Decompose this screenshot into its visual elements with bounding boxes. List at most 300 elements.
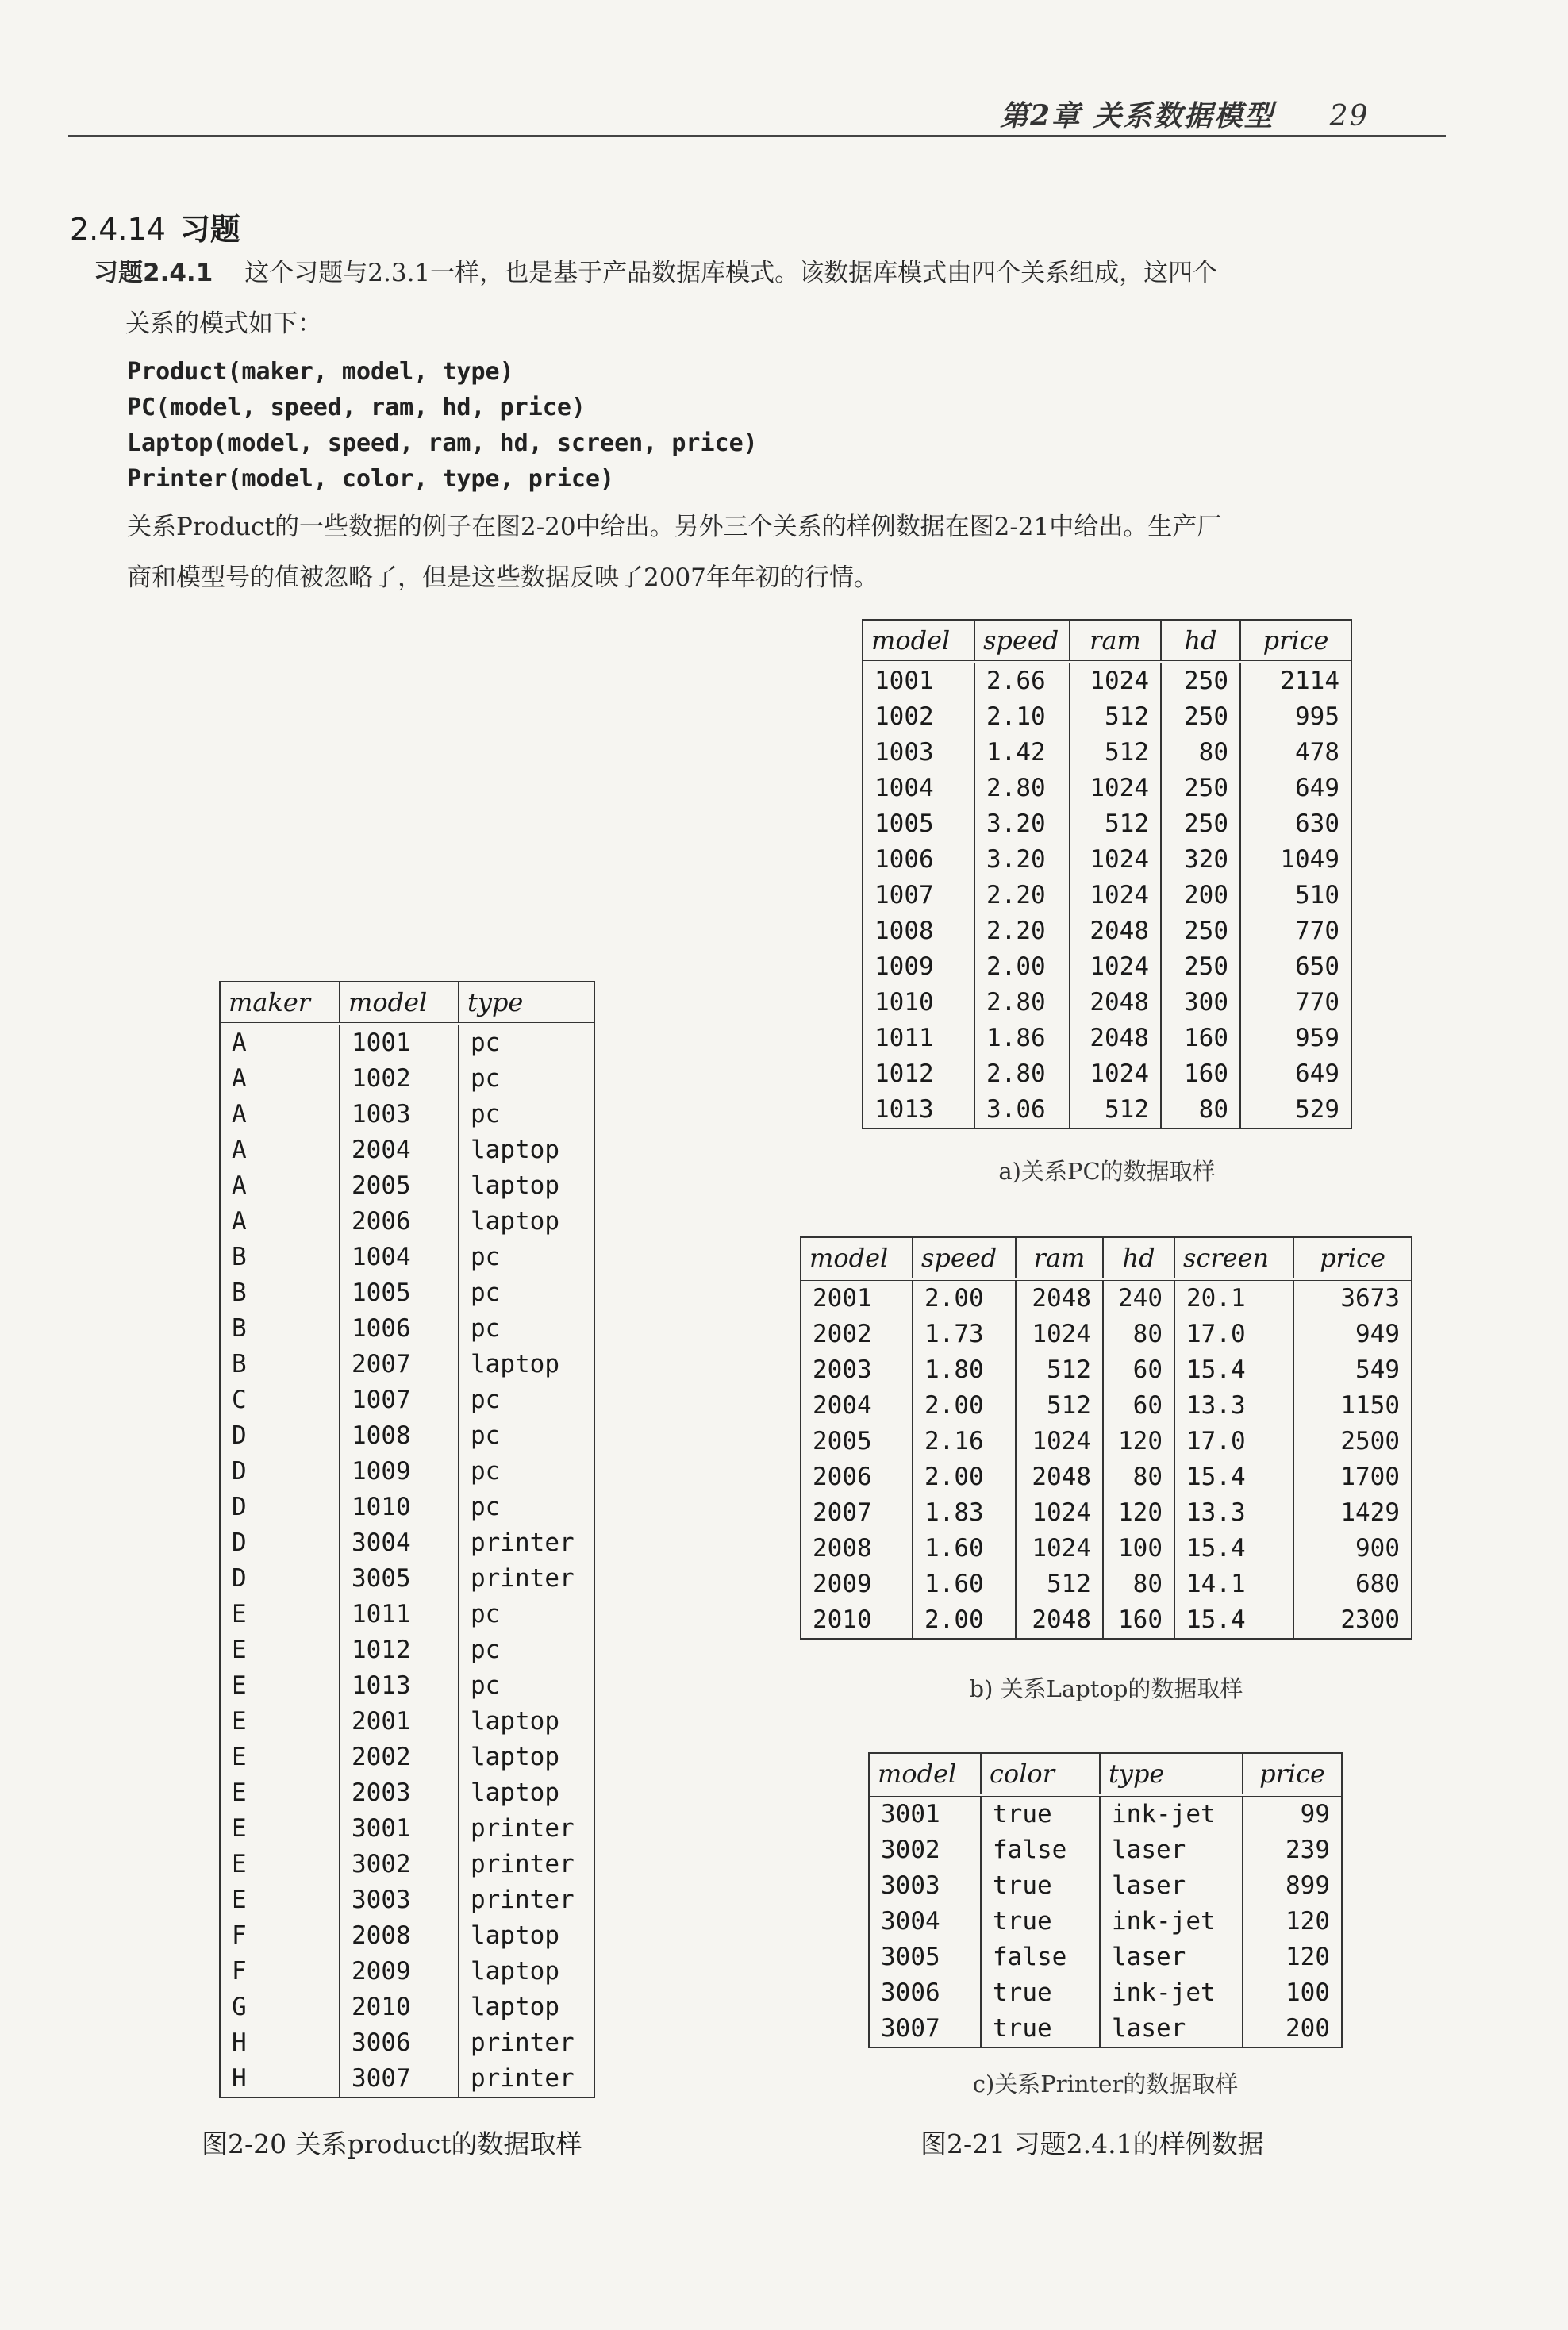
table-cell-screen: 13.3 bbox=[1174, 1495, 1293, 1531]
table-cell-price: 650 bbox=[1240, 949, 1351, 985]
table-cell-screen: 17.0 bbox=[1174, 1424, 1293, 1459]
table-cell-maker: C bbox=[232, 1386, 247, 1414]
table-cell-type: pc bbox=[459, 1061, 594, 1097]
table-cell-maker: A bbox=[232, 1029, 247, 1057]
schema-product: Product(maker, model, type) bbox=[127, 358, 514, 386]
table-cell-speed: 1.86 bbox=[974, 1021, 1070, 1056]
table-cell-price: 510 bbox=[1240, 878, 1351, 913]
product-table-box bbox=[219, 981, 595, 2098]
table-cell-model: 2002 bbox=[813, 1320, 872, 1348]
table-cell-type: laptop bbox=[459, 1132, 594, 1168]
table-cell-type: laptop bbox=[459, 1168, 594, 1204]
table-cell-hd: 250 bbox=[1161, 662, 1240, 699]
table-cell-hd: 120 bbox=[1103, 1495, 1174, 1531]
table-row bbox=[221, 1918, 594, 1954]
table-cell-speed: 1.60 bbox=[913, 1531, 1016, 1567]
table-cell-type: laptop bbox=[459, 1954, 594, 1990]
table-cell-price: 900 bbox=[1293, 1531, 1411, 1567]
table-cell-ram: 512 bbox=[1070, 1092, 1161, 1128]
table-cell-type: printer bbox=[459, 2061, 594, 2097]
exercise-intro-line1: 这个习题与2.3.1一样，也是基于产品数据库模式。该数据库模式由四个关系组成，这四个 bbox=[244, 259, 1218, 287]
table-cell-speed: 3.06 bbox=[974, 1092, 1070, 1128]
table-cell-model: 1012 bbox=[340, 1632, 459, 1668]
table-cell-speed: 1.73 bbox=[913, 1317, 1016, 1352]
table-row bbox=[221, 1061, 594, 1097]
table-cell-type: pc bbox=[459, 1024, 594, 1061]
table-cell-model: 2006 bbox=[813, 1463, 872, 1491]
table-cell-model: 2007 bbox=[340, 1347, 459, 1382]
figure-2-21-caption: 图2-21 习题2.4.1的样例数据 bbox=[920, 2128, 1264, 2159]
table-cell-model: 1011 bbox=[340, 1597, 459, 1632]
table-cell-maker: E bbox=[232, 1743, 247, 1771]
table-cell-maker: B bbox=[232, 1314, 247, 1343]
table-row bbox=[221, 1811, 594, 1847]
table-cell-model: 1008 bbox=[340, 1418, 459, 1454]
table-cell-hd: 250 bbox=[1161, 949, 1240, 985]
table-cell-model: 1011 bbox=[874, 1024, 934, 1052]
table-cell-ram: 2048 bbox=[1016, 1602, 1103, 1638]
table-cell-speed: 2.00 bbox=[974, 949, 1070, 985]
table-cell-ram: 512 bbox=[1016, 1567, 1103, 1602]
table-cell-model: 2003 bbox=[340, 1775, 459, 1811]
table-cell-color: false bbox=[981, 1832, 1100, 1868]
table-row bbox=[863, 842, 1351, 878]
table-cell-hd: 100 bbox=[1103, 1531, 1174, 1567]
column-header-speed: speed bbox=[974, 621, 1070, 662]
table-cell-model: 2008 bbox=[340, 1918, 459, 1954]
table-cell-model: 2002 bbox=[340, 1740, 459, 1775]
table-cell-model: 1009 bbox=[874, 952, 934, 981]
table-row bbox=[863, 735, 1351, 771]
table-row bbox=[863, 806, 1351, 842]
table-row bbox=[221, 2025, 594, 2061]
section-heading bbox=[70, 205, 240, 248]
table-row bbox=[221, 2061, 594, 2097]
column-header-model: model bbox=[340, 982, 459, 1024]
chapter-title: 第2章 关系数据模型 bbox=[1000, 99, 1274, 133]
table-cell-model: 1013 bbox=[874, 1095, 934, 1124]
table-row bbox=[221, 1990, 594, 2025]
table-cell-maker: B bbox=[232, 1243, 247, 1271]
table-cell-hd: 80 bbox=[1103, 1459, 1174, 1495]
table-cell-model: 1004 bbox=[874, 774, 934, 802]
table-cell-screen: 15.4 bbox=[1174, 1602, 1293, 1638]
table-cell-hd: 250 bbox=[1161, 806, 1240, 842]
table-cell-hd: 80 bbox=[1103, 1567, 1174, 1602]
table-cell-screen: 17.0 bbox=[1174, 1317, 1293, 1352]
table-cell-ram: 512 bbox=[1070, 699, 1161, 735]
table-row bbox=[221, 1561, 594, 1597]
column-header-price: price bbox=[1293, 1238, 1411, 1279]
table-cell-price: 3673 bbox=[1293, 1279, 1411, 1317]
page-number: 29 bbox=[1329, 100, 1370, 133]
table-cell-speed: 2.10 bbox=[974, 699, 1070, 735]
table-cell-model: 1010 bbox=[874, 988, 934, 1017]
table-cell-type: laptop bbox=[459, 1347, 594, 1382]
table-row bbox=[870, 1868, 1341, 1904]
table-cell-speed: 2.20 bbox=[974, 878, 1070, 913]
table-cell-model: 2001 bbox=[813, 1284, 872, 1313]
description-line2: 商和模型号的值被忽略了，但是这些数据反映了2007年年初的行情。 bbox=[127, 563, 878, 592]
column-header-speed: speed bbox=[913, 1238, 1016, 1279]
table-cell-price: 1429 bbox=[1293, 1495, 1411, 1531]
table-cell-price: 2114 bbox=[1240, 662, 1351, 699]
table-row bbox=[221, 1168, 594, 1204]
table-cell-speed: 2.16 bbox=[913, 1424, 1016, 1459]
exercise-description bbox=[127, 502, 1460, 603]
table-row bbox=[870, 1832, 1341, 1868]
table-cell-maker: E bbox=[232, 1778, 247, 1807]
table-cell-type: ink-jet bbox=[1100, 1904, 1243, 1940]
column-header-maker: maker bbox=[221, 982, 340, 1024]
table-cell-model: 3003 bbox=[340, 1882, 459, 1918]
table-cell-screen: 14.1 bbox=[1174, 1567, 1293, 1602]
table-cell-model: 1005 bbox=[340, 1275, 459, 1311]
table-cell-type: printer bbox=[459, 1882, 594, 1918]
table-cell-ram: 1024 bbox=[1016, 1317, 1103, 1352]
table-cell-hd: 60 bbox=[1103, 1352, 1174, 1388]
table-row bbox=[221, 1668, 594, 1704]
table-cell-speed: 1.60 bbox=[913, 1567, 1016, 1602]
exercise-intro-line2: 关系的模式如下： bbox=[125, 310, 322, 338]
table-cell-color: true bbox=[981, 1904, 1100, 1940]
table-row bbox=[221, 1132, 594, 1168]
table-cell-model: 2001 bbox=[340, 1704, 459, 1740]
exercise-intro bbox=[94, 248, 1458, 349]
table-cell-model: 1006 bbox=[874, 845, 934, 874]
table-cell-model: 1007 bbox=[340, 1382, 459, 1418]
table-row bbox=[863, 913, 1351, 949]
table-cell-type: pc bbox=[459, 1490, 594, 1525]
printer-table-box bbox=[868, 1752, 1343, 2048]
table-cell-price: 478 bbox=[1240, 735, 1351, 771]
table-cell-speed: 2.80 bbox=[974, 1056, 1070, 1092]
table-cell-model: 2005 bbox=[813, 1427, 872, 1455]
table-cell-model: 1003 bbox=[340, 1097, 459, 1132]
table-cell-speed: 2.00 bbox=[913, 1459, 1016, 1495]
printer-table-caption: c)关系Printer的数据取样 bbox=[972, 2070, 1239, 2097]
table-cell-type: laptop bbox=[459, 1204, 594, 1240]
table-cell-type: ink-jet bbox=[1100, 1975, 1243, 2011]
table-cell-model: 2009 bbox=[340, 1954, 459, 1990]
table-cell-screen: 15.4 bbox=[1174, 1459, 1293, 1495]
table-row bbox=[863, 878, 1351, 913]
table-cell-model: 2004 bbox=[340, 1132, 459, 1168]
laptop-table-box bbox=[800, 1236, 1412, 1640]
table-row bbox=[801, 1352, 1411, 1388]
table-cell-ram: 1024 bbox=[1016, 1531, 1103, 1567]
table-cell-model: 1005 bbox=[874, 809, 934, 838]
table-cell-maker: G bbox=[232, 1993, 247, 2021]
table-cell-ram: 2048 bbox=[1070, 1021, 1161, 1056]
table-cell-price: 2300 bbox=[1293, 1602, 1411, 1638]
table-cell-model: 3006 bbox=[881, 1978, 940, 2007]
table-cell-speed: 3.20 bbox=[974, 806, 1070, 842]
table-row bbox=[801, 1459, 1411, 1495]
column-header-ram: ram bbox=[1070, 621, 1161, 662]
table-cell-type: laser bbox=[1100, 1832, 1243, 1868]
table-cell-model: 3002 bbox=[881, 1836, 940, 1864]
table-cell-hd: 60 bbox=[1103, 1388, 1174, 1424]
table-cell-type: laptop bbox=[459, 1704, 594, 1740]
table-cell-type: pc bbox=[459, 1597, 594, 1632]
table-cell-hd: 160 bbox=[1161, 1021, 1240, 1056]
table-cell-model: 1013 bbox=[340, 1668, 459, 1704]
table-cell-hd: 120 bbox=[1103, 1424, 1174, 1459]
table-cell-model: 1007 bbox=[874, 881, 934, 909]
table-cell-type: pc bbox=[459, 1240, 594, 1275]
column-header-model: model bbox=[801, 1238, 913, 1279]
table-cell-type: laser bbox=[1100, 1868, 1243, 1904]
schema-list bbox=[127, 354, 758, 497]
table-row bbox=[863, 1056, 1351, 1092]
pc-table-box bbox=[862, 619, 1352, 1129]
table-cell-model: 2008 bbox=[813, 1534, 872, 1563]
table-cell-model: 1001 bbox=[340, 1024, 459, 1061]
table-cell-hd: 250 bbox=[1161, 699, 1240, 735]
table-cell-model: 2005 bbox=[340, 1168, 459, 1204]
table-cell-maker: E bbox=[232, 1671, 247, 1700]
table-row bbox=[221, 1490, 594, 1525]
table-cell-price: 100 bbox=[1243, 1975, 1341, 2011]
table-row bbox=[221, 1882, 594, 1918]
table-cell-hd: 80 bbox=[1103, 1317, 1174, 1352]
product-table bbox=[221, 982, 594, 2097]
table-cell-model: 3006 bbox=[340, 2025, 459, 2061]
table-cell-ram: 512 bbox=[1070, 735, 1161, 771]
table-row bbox=[801, 1424, 1411, 1459]
table-cell-type: printer bbox=[459, 2025, 594, 2061]
table-row bbox=[221, 1454, 594, 1490]
table-row bbox=[221, 1204, 594, 1240]
table-cell-maker: E bbox=[232, 1636, 247, 1664]
table-cell-maker: D bbox=[232, 1457, 247, 1486]
section-number: 2.4.14 bbox=[70, 212, 166, 247]
table-cell-speed: 1.83 bbox=[913, 1495, 1016, 1531]
table-cell-model: 3001 bbox=[340, 1811, 459, 1847]
table-cell-type: pc bbox=[459, 1454, 594, 1490]
table-cell-price: 1049 bbox=[1240, 842, 1351, 878]
table-row bbox=[221, 1418, 594, 1454]
table-row bbox=[221, 1847, 594, 1882]
table-cell-price: 649 bbox=[1240, 771, 1351, 806]
schema-pc: PC(model, speed, ram, hd, price) bbox=[127, 394, 586, 421]
column-header-type: type bbox=[1100, 1754, 1243, 1795]
column-header-color: color bbox=[981, 1754, 1100, 1795]
table-cell-speed: 2.00 bbox=[913, 1602, 1016, 1638]
table-cell-screen: 13.3 bbox=[1174, 1388, 1293, 1424]
pc-table bbox=[863, 621, 1351, 1128]
table-cell-model: 1003 bbox=[874, 738, 934, 767]
table-cell-ram: 1024 bbox=[1070, 949, 1161, 985]
table-cell-maker: A bbox=[232, 1100, 247, 1128]
schema-printer: Printer(model, color, type, price) bbox=[127, 465, 615, 493]
table-cell-maker: H bbox=[232, 2028, 247, 2057]
table-cell-price: 649 bbox=[1240, 1056, 1351, 1092]
table-row bbox=[801, 1317, 1411, 1352]
table-cell-maker: D bbox=[232, 1564, 247, 1593]
pc-table-caption: a)关系PC的数据取样 bbox=[998, 1158, 1216, 1185]
table-row bbox=[221, 1097, 594, 1132]
table-cell-type: pc bbox=[459, 1668, 594, 1704]
table-row bbox=[870, 1795, 1341, 1832]
table-cell-model: 3007 bbox=[881, 2014, 940, 2043]
table-row bbox=[870, 1975, 1341, 2011]
table-header-row bbox=[221, 982, 594, 1024]
table-row bbox=[221, 1024, 594, 1061]
description-line1: 关系Product的一些数据的例子在图2-20中给出。另外三个关系的样例数据在图2-21中给出。生产厂 bbox=[127, 513, 1222, 541]
table-cell-screen: 15.4 bbox=[1174, 1352, 1293, 1388]
table-cell-model: 1009 bbox=[340, 1454, 459, 1490]
table-cell-price: 770 bbox=[1240, 985, 1351, 1021]
column-header-screen: screen bbox=[1174, 1238, 1293, 1279]
column-header-type: type bbox=[459, 982, 594, 1024]
table-row bbox=[221, 1597, 594, 1632]
table-row bbox=[801, 1279, 1411, 1317]
table-cell-price: 959 bbox=[1240, 1021, 1351, 1056]
table-row bbox=[870, 2011, 1341, 2047]
table-cell-type: pc bbox=[459, 1275, 594, 1311]
table-cell-price: 120 bbox=[1243, 1904, 1341, 1940]
table-cell-ram: 1024 bbox=[1016, 1495, 1103, 1531]
table-row bbox=[863, 985, 1351, 1021]
table-cell-type: pc bbox=[459, 1418, 594, 1454]
table-cell-ram: 512 bbox=[1070, 806, 1161, 842]
table-cell-type: printer bbox=[459, 1525, 594, 1561]
table-cell-price: 1150 bbox=[1293, 1388, 1411, 1424]
table-cell-price: 995 bbox=[1240, 699, 1351, 735]
table-row bbox=[221, 1704, 594, 1740]
table-cell-color: true bbox=[981, 1868, 1100, 1904]
table-cell-price: 200 bbox=[1243, 2011, 1341, 2047]
table-cell-type: pc bbox=[459, 1311, 594, 1347]
table-row bbox=[863, 699, 1351, 735]
table-header-row bbox=[870, 1754, 1341, 1795]
table-cell-price: 529 bbox=[1240, 1092, 1351, 1128]
table-cell-price: 2500 bbox=[1293, 1424, 1411, 1459]
column-header-model: model bbox=[870, 1754, 981, 1795]
column-header-ram: ram bbox=[1016, 1238, 1103, 1279]
table-cell-speed: 2.20 bbox=[974, 913, 1070, 949]
table-cell-maker: E bbox=[232, 1707, 247, 1736]
table-cell-model: 3004 bbox=[881, 1907, 940, 1936]
table-row bbox=[221, 1240, 594, 1275]
table-cell-model: 2004 bbox=[813, 1391, 872, 1420]
table-row bbox=[801, 1567, 1411, 1602]
table-cell-maker: A bbox=[232, 1064, 247, 1093]
table-row bbox=[801, 1602, 1411, 1638]
table-cell-price: 239 bbox=[1243, 1832, 1341, 1868]
table-row bbox=[870, 1940, 1341, 1975]
table-cell-speed: 3.20 bbox=[974, 842, 1070, 878]
table-cell-model: 2010 bbox=[813, 1605, 872, 1634]
table-header-row bbox=[801, 1238, 1411, 1279]
table-cell-model: 2009 bbox=[813, 1570, 872, 1598]
table-cell-speed: 2.80 bbox=[974, 771, 1070, 806]
table-cell-type: laptop bbox=[459, 1740, 594, 1775]
table-cell-model: 1002 bbox=[874, 702, 934, 731]
table-cell-hd: 160 bbox=[1103, 1602, 1174, 1638]
table-cell-model: 2010 bbox=[340, 1990, 459, 2025]
table-cell-ram: 2048 bbox=[1070, 913, 1161, 949]
table-cell-maker: E bbox=[232, 1850, 247, 1878]
table-row bbox=[863, 662, 1351, 699]
table-row bbox=[221, 1275, 594, 1311]
table-row bbox=[221, 1954, 594, 1990]
table-cell-maker: D bbox=[232, 1421, 247, 1450]
table-cell-model: 1010 bbox=[340, 1490, 459, 1525]
table-row bbox=[221, 1382, 594, 1418]
table-cell-hd: 80 bbox=[1161, 1092, 1240, 1128]
table-cell-model: 3003 bbox=[881, 1871, 940, 1900]
table-cell-type: laptop bbox=[459, 1990, 594, 2025]
table-cell-price: 680 bbox=[1293, 1567, 1411, 1602]
schema-laptop: Laptop(model, speed, ram, hd, screen, price) bbox=[127, 429, 758, 457]
table-row bbox=[863, 771, 1351, 806]
table-cell-ram: 512 bbox=[1016, 1352, 1103, 1388]
table-cell-model: 3001 bbox=[881, 1800, 940, 1828]
exercise-label: 习题2.4.1 bbox=[94, 259, 213, 287]
table-cell-model: 2006 bbox=[340, 1204, 459, 1240]
table-cell-type: pc bbox=[459, 1382, 594, 1418]
table-cell-type: pc bbox=[459, 1097, 594, 1132]
table-cell-hd: 320 bbox=[1161, 842, 1240, 878]
table-cell-model: 2003 bbox=[813, 1355, 872, 1384]
table-cell-hd: 240 bbox=[1103, 1279, 1174, 1317]
table-cell-model: 3005 bbox=[881, 1943, 940, 1971]
table-cell-ram: 1024 bbox=[1070, 662, 1161, 699]
table-cell-type: printer bbox=[459, 1811, 594, 1847]
table-cell-color: true bbox=[981, 2011, 1100, 2047]
table-cell-ram: 1024 bbox=[1070, 878, 1161, 913]
table-cell-speed: 2.00 bbox=[913, 1388, 1016, 1424]
table-cell-speed: 1.80 bbox=[913, 1352, 1016, 1388]
table-cell-maker: A bbox=[232, 1136, 247, 1164]
table-cell-price: 949 bbox=[1293, 1317, 1411, 1352]
table-cell-type: laser bbox=[1100, 1940, 1243, 1975]
table-cell-type: laser bbox=[1100, 2011, 1243, 2047]
printer-table bbox=[870, 1754, 1341, 2047]
table-cell-speed: 2.80 bbox=[974, 985, 1070, 1021]
table-cell-model: 1001 bbox=[874, 667, 934, 695]
table-cell-type: laptop bbox=[459, 1775, 594, 1811]
table-row bbox=[221, 1347, 594, 1382]
table-row bbox=[221, 1740, 594, 1775]
table-row bbox=[221, 1775, 594, 1811]
table-row bbox=[801, 1531, 1411, 1567]
header-rule bbox=[68, 135, 1446, 137]
table-cell-maker: F bbox=[232, 1957, 247, 1986]
table-cell-maker: E bbox=[232, 1814, 247, 1843]
table-row bbox=[801, 1388, 1411, 1424]
table-cell-ram: 512 bbox=[1016, 1388, 1103, 1424]
table-cell-maker: E bbox=[232, 1886, 247, 1914]
table-row bbox=[221, 1525, 594, 1561]
table-cell-speed: 2.66 bbox=[974, 662, 1070, 699]
table-cell-price: 899 bbox=[1243, 1868, 1341, 1904]
table-row bbox=[221, 1632, 594, 1668]
table-cell-model: 3002 bbox=[340, 1847, 459, 1882]
running-head bbox=[1000, 94, 1369, 134]
table-row bbox=[863, 1092, 1351, 1128]
table-cell-ram: 2048 bbox=[1070, 985, 1161, 1021]
table-cell-model: 1002 bbox=[340, 1061, 459, 1097]
table-cell-type: printer bbox=[459, 1847, 594, 1882]
table-cell-color: false bbox=[981, 1940, 1100, 1975]
table-cell-type: printer bbox=[459, 1561, 594, 1597]
table-cell-model: 1004 bbox=[340, 1240, 459, 1275]
table-cell-price: 770 bbox=[1240, 913, 1351, 949]
